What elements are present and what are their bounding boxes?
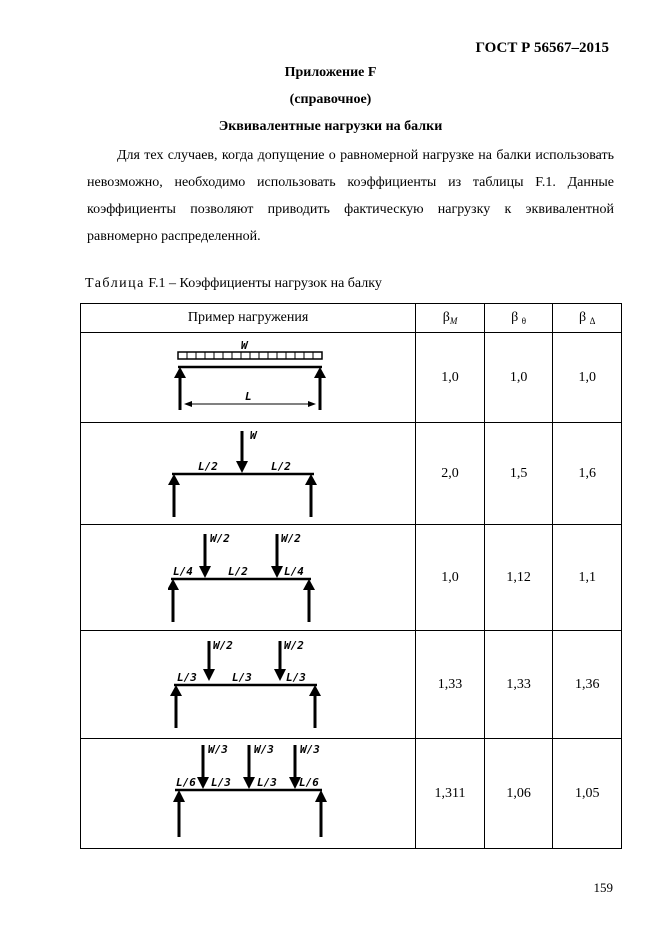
three-point-loads-diagram xyxy=(168,741,328,845)
diagram-label: L/3 xyxy=(211,776,231,789)
beta-theta-value: 1,0 xyxy=(484,333,553,423)
beta-m-subscript: M xyxy=(449,316,458,326)
beta-theta-value: 1,12 xyxy=(484,525,553,631)
diagram-label: L/6 xyxy=(299,776,319,789)
page-number: 159 xyxy=(593,880,613,895)
load-diagram-two-quarter xyxy=(81,525,416,631)
load-diagram-uniform xyxy=(81,333,416,423)
header-example: Пример нагружения xyxy=(81,304,416,333)
beta-m-value: 1,0 xyxy=(416,333,485,423)
beta-m-value: 1,0 xyxy=(416,525,485,631)
body-paragraph xyxy=(87,142,614,250)
beta-m-value: 1,33 xyxy=(416,631,485,739)
diagram-label: W/2 xyxy=(210,531,230,545)
beta-theta-subscript: θ xyxy=(521,316,527,326)
diagram-label: W/2 xyxy=(213,638,233,652)
appendix-note: (справочное) xyxy=(289,92,372,107)
standard-code: ГОСТ Р 56567–2015 xyxy=(475,40,609,56)
diagram-label: L/3 xyxy=(232,670,252,684)
diagram-label: W xyxy=(250,428,257,442)
table-caption-text: F.1 – Коэффициенты нагрузок на балку xyxy=(144,276,382,291)
beta-delta-value: 1,6 xyxy=(553,423,622,525)
load-diagram-single-point xyxy=(81,423,416,525)
beta-m-value: 2,0 xyxy=(416,423,485,525)
diagram-label: L/2 xyxy=(271,459,291,473)
diagram-label: W/2 xyxy=(284,638,304,652)
diagram-label: L/3 xyxy=(286,670,306,684)
header-beta-m xyxy=(416,304,485,333)
diagram-label: L/2 xyxy=(228,564,248,578)
beta-delta-symbol: β xyxy=(579,310,587,325)
beta-delta-value: 1,0 xyxy=(553,333,622,423)
beta-theta-value: 1,06 xyxy=(484,739,553,849)
diagram-label: W xyxy=(241,338,248,352)
diagram-label: L/3 xyxy=(177,670,197,684)
load-diagram-two-third xyxy=(81,631,416,739)
table-row xyxy=(81,423,622,525)
coefficient-table xyxy=(80,303,622,849)
paragraph-text: Для тех случаев, когда допущение о равномерной нагрузке на балки использовать невозможно, необходимо использовать коэффициенты из таблицы F.1. Данные коэффициенты позволяют приводить фактическую нагрузку к эквивалентной равномерно распределенной. xyxy=(87,148,614,244)
diagram-label: W/3 xyxy=(208,743,228,756)
diagram-label: W/3 xyxy=(254,743,274,756)
beta-delta-value: 1,36 xyxy=(553,631,622,739)
diagram-label: L xyxy=(245,389,252,403)
table-row xyxy=(81,525,622,631)
diagram-label: W/3 xyxy=(300,743,320,756)
two-point-loads-third-diagram xyxy=(168,637,328,733)
load-diagram-three-point xyxy=(81,739,416,849)
header-beta-theta xyxy=(484,304,553,333)
uniform-load-diagram xyxy=(168,338,328,418)
table-header-row xyxy=(81,304,622,333)
diagram-label: L/2 xyxy=(198,459,218,473)
appendix-title: Приложение F xyxy=(284,65,377,80)
diagram-label: W/2 xyxy=(281,531,301,545)
two-point-loads-quarter-diagram xyxy=(168,530,328,626)
diagram-label: L/4 xyxy=(284,564,304,578)
beta-theta-value: 1,33 xyxy=(484,631,553,739)
table-row xyxy=(81,631,622,739)
table-row xyxy=(81,739,622,849)
beta-theta-symbol: β xyxy=(511,310,519,325)
beta-m-value: 1,311 xyxy=(416,739,485,849)
table-row xyxy=(81,333,622,423)
section-title: Эквивалентные нагрузки на балки xyxy=(218,119,443,134)
beta-m-symbol: β xyxy=(442,310,450,325)
single-point-load-diagram xyxy=(168,427,328,521)
table-caption xyxy=(85,276,382,292)
diagram-label: L/4 xyxy=(173,564,193,578)
diagram-label: L/3 xyxy=(257,776,277,789)
diagram-label: L/6 xyxy=(176,776,196,789)
beta-delta-value: 1,05 xyxy=(553,739,622,849)
table-caption-prefix: Таблица xyxy=(85,276,145,291)
beta-delta-value: 1,1 xyxy=(553,525,622,631)
beta-theta-value: 1,5 xyxy=(484,423,553,525)
beta-delta-subscript: Δ xyxy=(589,316,596,326)
header-beta-delta xyxy=(553,304,622,333)
